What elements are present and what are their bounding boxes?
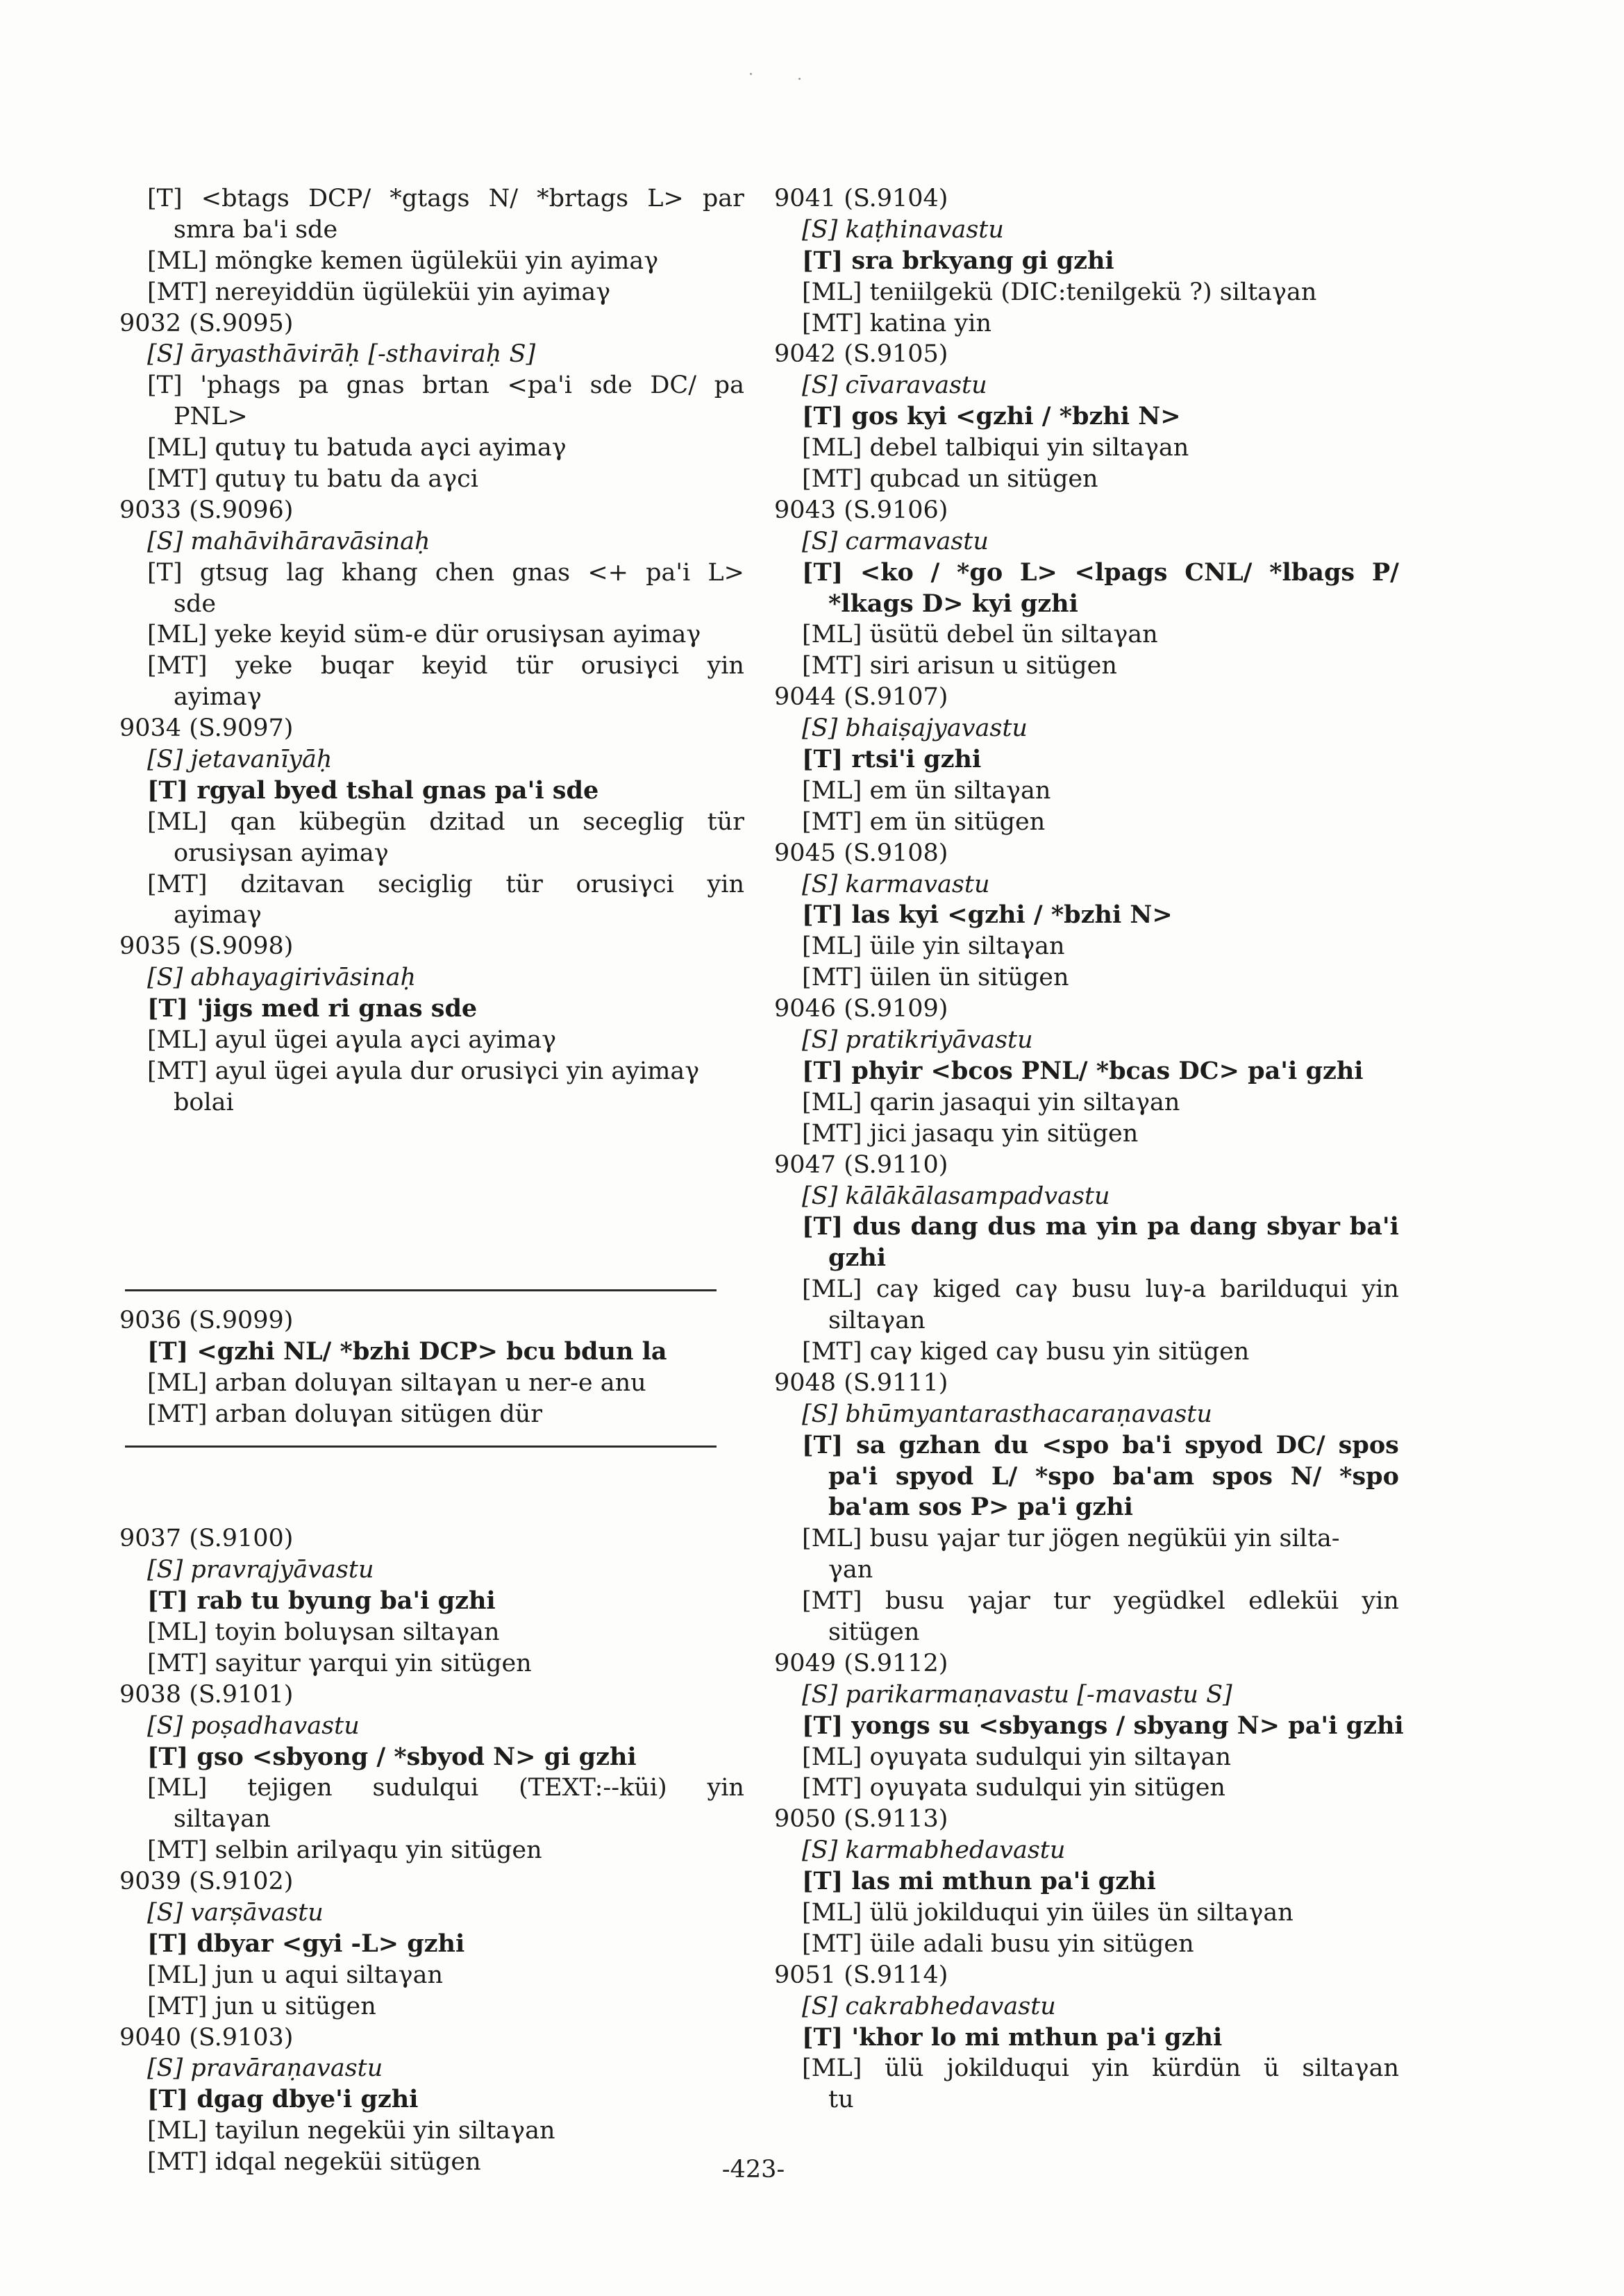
entry-number: 9037 (S.9100) (119, 1525, 294, 1553)
word: tür (505, 870, 543, 898)
mongolian-ml-term (119, 807, 744, 838)
mongolian-ml-term (119, 1773, 744, 1804)
entry-number: 9045 (S.9108) (774, 839, 948, 867)
entry-number: 9036 (S.9099) (119, 1307, 294, 1335)
word: [T] (147, 558, 183, 587)
word: ülü (885, 2054, 924, 2083)
tibetan-term: [T] gos kyi <gzhi / *bzhi N> (802, 402, 1181, 431)
mongolian-ml-term: [ML] tayilun negeküi yin siltaγan (147, 2117, 555, 2145)
tibetan-term: [T] las mi mthun pa'i gzhi (802, 1867, 1156, 1896)
entry-number: 9034 (S.9097) (119, 714, 294, 743)
sanskrit-term: [S] varṣāvastu (147, 1898, 324, 1927)
word: kiged (932, 1275, 1001, 1304)
sanskrit-term: [S] cīvaravastu (802, 371, 987, 400)
continuation-line: ba'am sos P> pa'i gzhi (828, 1493, 1133, 1522)
mongolian-mt-term (119, 651, 744, 682)
word: orusiγci (580, 652, 679, 680)
entry-number: 9046 (S.9109) (774, 995, 948, 1023)
word: sbyar (1266, 1212, 1340, 1241)
word: ü (1263, 2054, 1280, 2083)
word: seciglig (378, 870, 473, 898)
word: *brtags (537, 185, 629, 212)
word: tür (707, 807, 744, 836)
mongolian-ml-term: [ML] toyin boluγsan siltaγan (147, 1618, 500, 1646)
mongolian-ml-term: [ML] qarin jasaqui yin siltaγan (802, 1088, 1180, 1116)
mongolian-mt-term (119, 869, 744, 900)
tibetan-term: [T] yongs su <sbyangs / sbyang N> pa'i gzhi (802, 1711, 1404, 1740)
right-column (774, 183, 1404, 2115)
word: pa (298, 371, 329, 400)
word: brtan (422, 371, 489, 400)
continuation-line: siltaγan (174, 1805, 271, 1834)
tibetan-term: [T] <gzhi NL/ *bzhi DCP> bcu bdun la (147, 1336, 667, 1366)
blank-line (119, 1461, 744, 1493)
tibetan-term: [T] gso <sbyong / *sbyod N> gi gzhi (147, 1742, 637, 1771)
section-rule (125, 1289, 717, 1291)
word: barilduqui (1220, 1275, 1348, 1304)
tibetan-term: [T] sra brkyang gi gzhi (802, 246, 1114, 275)
mongolian-ml-term: [ML] qutuγ tu batuda aγci ayimaγ (147, 434, 567, 462)
page-number: -423- (721, 2156, 785, 2184)
word: [ML] (802, 1275, 862, 1304)
mongolian-mt-term (774, 1586, 1399, 1617)
word: spyod (1184, 1430, 1263, 1459)
continuation-line: γan (828, 1556, 873, 1584)
mongolian-mt-term: [MT] jici jasaqu yin sitügen (802, 1119, 1139, 1148)
tibetan-term: [T] rab tu byung ba'i gzhi (147, 1586, 496, 1616)
entry-number: 9038 (S.9101) (119, 1680, 294, 1709)
mongolian-ml-term: [ML] busu γajar tur jögen negüküi yin silta- (802, 1525, 1340, 1553)
continuation-line: sde (174, 589, 217, 618)
word: keyid (421, 652, 488, 680)
word: gnas (512, 558, 571, 587)
sanskrit-term: [S] bhaiṣajyavastu (802, 714, 1028, 743)
mongolian-ml-term: [ML] yeke keyid süm-e dür orusiγsan ayimaγ (147, 621, 701, 649)
word: yeke (235, 652, 293, 680)
word: sudulqui (372, 1774, 479, 1802)
tibetan-term: [T] 'jigs med ri gnas sde (147, 994, 478, 1023)
word: [T] (147, 371, 183, 400)
word: gzhan (898, 1430, 981, 1459)
word: [MT] (147, 870, 208, 898)
sanskrit-term: [S] karmabhedavastu (802, 1836, 1066, 1865)
continuation-line: *lkags D> kyi gzhi (828, 589, 1078, 618)
word: tejigen (247, 1774, 333, 1802)
sanskrit-term: [S] bhūmyantarasthacaraṇavastu (802, 1400, 1212, 1428)
word: yin (1096, 1212, 1138, 1241)
word: luγ-a (1145, 1275, 1207, 1304)
mongolian-ml-term: [ML] em ün siltaγan (802, 776, 1051, 805)
word: L> (1019, 558, 1057, 587)
entry-number: 9049 (S.9112) (774, 1649, 948, 1677)
word: seceglig (583, 807, 685, 836)
word: kürdün (1152, 2054, 1241, 2083)
word: yin (1362, 1587, 1399, 1616)
word: lag (286, 558, 324, 587)
mongolian-ml-term: [ML] möngke kemen ügüleküi yin ayimaγ (147, 246, 659, 275)
mongolian-ml-term: [ML] oγuγata sudulqui yin siltaγan (802, 1743, 1232, 1771)
mongolian-ml-term: [ML] üile yin siltaγan (802, 932, 1065, 961)
entry-number: 9044 (S.9107) (774, 683, 948, 712)
entry-number: 9050 (S.9113) (774, 1805, 948, 1834)
mongolian-ml-term: [ML] debel talbiqui yin siltaγan (802, 434, 1189, 462)
word: dzitavan (240, 870, 345, 898)
word: <spo (1041, 1430, 1110, 1459)
sanskrit-term: [S] āryasthāvirāḥ [-sthaviraḥ S] (147, 340, 536, 369)
word: siltaγan (1302, 2054, 1399, 2083)
entry-number: 9041 (S.9104) (774, 185, 948, 212)
mongolian-mt-term: [MT] jun u sitügen (147, 1992, 376, 2020)
mongolian-ml-term: [ML] teniilgekü (DIC:tenilgekü ?) siltaγan (802, 278, 1317, 306)
word: (TEXT:--küi) (519, 1774, 667, 1802)
mongolian-mt-term: [MT] em ün sitügen (802, 807, 1046, 836)
continuation-line: ayimaγ (174, 901, 262, 930)
blank-line (119, 1243, 744, 1274)
mongolian-mt-term: [MT] üilen ün sitügen (802, 964, 1069, 992)
tibetan-term: [T] 'khor lo mi mthun pa'i gzhi (802, 2022, 1223, 2052)
word: L/ (991, 1461, 1018, 1491)
word: DCP/ (308, 185, 371, 212)
mongolian-mt-term: [MT] ayul ügei aγula dur orusiγci yin ayimaγ (147, 1057, 700, 1085)
word: [T] (802, 558, 844, 587)
scan-speck (798, 78, 801, 80)
word: / (930, 558, 940, 587)
separator-row (119, 1430, 744, 1461)
sanskrit-term: [S] jetavanīyāḥ (147, 746, 333, 774)
word: [ML] (802, 2054, 862, 2083)
sanskrit-term: [S] cakrabhedavastu (802, 1992, 1056, 2020)
word: pa (1147, 1212, 1180, 1241)
word: <btags (201, 185, 290, 212)
word: ba'am (1112, 1461, 1195, 1491)
word: qan (230, 807, 276, 836)
tibetan-term (119, 370, 744, 401)
entry-number: 9042 (S.9105) (774, 340, 948, 369)
continuation-line: gzhi (828, 1243, 887, 1273)
word: busu (1071, 1275, 1132, 1304)
word: khang (342, 558, 418, 587)
mongolian-ml-term (774, 1274, 1399, 1305)
word: *gtags (390, 185, 470, 212)
word: gnas (346, 371, 405, 400)
word: <ko (860, 558, 914, 587)
word: [T] (802, 1430, 844, 1459)
sanskrit-term: [S] kaṭhinavastu (802, 215, 1004, 244)
word: gtsug (199, 558, 269, 587)
word: caγ (1015, 1275, 1058, 1304)
mongolian-mt-term: [MT] idqal negeküi sitügen (147, 2148, 481, 2177)
continuation-line: smra ba'i sde (174, 215, 338, 244)
mongolian-ml-term (774, 2053, 1399, 2084)
continuation-line: tu (828, 2086, 854, 2114)
word: spos (1212, 1461, 1273, 1491)
word: *spo (1035, 1461, 1095, 1491)
entry-number: 9035 (S.9098) (119, 932, 294, 961)
word: [T] (802, 1212, 844, 1241)
word: edleküi (1248, 1587, 1339, 1616)
tibetan-term: [T] dbyar <gyi -L> gzhi (147, 1929, 465, 1958)
word: pa'i (646, 558, 691, 587)
sanskrit-term: [S] poṣadhavastu (147, 1711, 360, 1740)
sanskrit-term: [S] abhayagirivāsinaḥ (147, 964, 416, 992)
word: pa'i (828, 1461, 878, 1491)
mongolian-mt-term: [MT] selbin arilγaqu yin sitügen (147, 1836, 542, 1865)
word: [ML] (147, 1774, 208, 1802)
tibetan-term: [T] rtsi'i gzhi (802, 745, 982, 774)
continuation-line: orusiγsan ayimaγ (174, 839, 389, 867)
section-rule (125, 1446, 717, 1448)
blank-line (119, 1212, 744, 1243)
word: yin (1362, 1275, 1399, 1304)
tibetan-term: [T] dgag dbye'i gzhi (147, 2085, 419, 2114)
word: busu (885, 1587, 945, 1616)
word: L> (708, 558, 744, 587)
word: dus (853, 1212, 901, 1241)
mongolian-mt-term: [MT] arban doluγan sitügen dür (147, 1400, 543, 1428)
word: <+ (587, 558, 628, 587)
word: buqar (320, 652, 394, 680)
word: [T] (147, 185, 183, 212)
mongolian-ml-term: [ML] ayul ügei aγula aγci ayimaγ (147, 1026, 557, 1055)
tibetan-term: [T] rgyal byed tshal gnas pa'i sde (147, 776, 599, 805)
word: ba'i (1122, 1430, 1172, 1459)
tibetan-term (774, 558, 1399, 589)
word: yin (707, 1774, 744, 1802)
word: yin (707, 652, 744, 680)
word: ba'i (1349, 1212, 1399, 1241)
sanskrit-term: [S] pravāraṇavastu (147, 2054, 383, 2083)
mongolian-mt-term: [MT] nereyiddün ügüleküi yin ayimaγ (147, 278, 611, 306)
word: tür (515, 652, 553, 680)
word: [MT] (147, 652, 208, 680)
entry-number: 9033 (S.9096) (119, 496, 294, 524)
sanskrit-term: [S] karmavastu (802, 870, 990, 898)
continuation-line: sitügen (828, 1618, 920, 1646)
word: <lpags (1074, 558, 1168, 587)
word: sa (856, 1430, 886, 1459)
tibetan-term: [T] las kyi <gzhi / *bzhi N> (802, 900, 1173, 930)
word: spyod (895, 1461, 974, 1491)
word: spos (1338, 1430, 1399, 1459)
tibetan-term: [T] phyir <bcos PNL/ *bcas DC> pa'i gzhi (802, 1056, 1364, 1085)
separator-row (119, 1274, 744, 1305)
entry-number: 9032 (S.9095) (119, 309, 294, 337)
word: tur (1053, 1587, 1091, 1616)
sanskrit-term: [S] mahāvihāravāsinaḥ (147, 527, 430, 555)
word: *go (957, 558, 1003, 587)
blank-line (119, 1181, 744, 1212)
scan-speck (750, 73, 752, 75)
word: un (528, 807, 560, 836)
word: chen (435, 558, 495, 587)
word: jokilduqui (946, 2054, 1069, 2083)
entry-number: 9047 (S.9110) (774, 1150, 948, 1179)
word: dus (987, 1212, 1037, 1241)
word: sde (589, 371, 633, 400)
mongolian-mt-term: [MT] katina yin (802, 309, 991, 337)
continuation-line: ayimaγ (174, 683, 262, 712)
sanskrit-term: [S] pravrajyāvastu (147, 1556, 374, 1584)
mongolian-mt-term: [MT] üile adali busu yin sitügen (802, 1929, 1194, 1958)
entry-number: 9051 (S.9114) (774, 1961, 948, 1989)
mongolian-mt-term: [MT] siri arisun u sitügen (802, 652, 1117, 680)
word: CNL/ (1184, 558, 1253, 587)
mongolian-mt-term: [MT] caγ kiged caγ busu yin sitügen (802, 1337, 1250, 1366)
word: N/ (488, 185, 518, 212)
tibetan-term (119, 183, 744, 215)
continuation-line: bolai (174, 1088, 234, 1116)
mongolian-mt-term: [MT] qutuγ tu batu da aγci (147, 465, 478, 494)
word: dang (1189, 1212, 1257, 1241)
word: DC/ (650, 371, 696, 400)
entry-number: 9043 (S.9106) (774, 496, 948, 524)
word: yin (1091, 2054, 1130, 2083)
word: pa (714, 371, 744, 400)
word: *lbags (1269, 558, 1355, 587)
word: kübegün (299, 807, 407, 836)
entry-number: 9039 (S.9102) (119, 1868, 294, 1896)
entry-number: 9040 (S.9103) (119, 2023, 294, 2052)
mongolian-ml-term: [ML] jun u aqui siltaγan (147, 1961, 443, 1989)
sanskrit-term: [S] kālākālasampadvastu (802, 1182, 1110, 1210)
word: du (994, 1430, 1029, 1459)
mongolian-ml-term: [ML] arban doluγan siltaγan u ner-e anu (147, 1368, 646, 1397)
word: dang (910, 1212, 978, 1241)
word: orusiγci (576, 870, 674, 898)
blank-line (119, 1118, 744, 1150)
tibetan-term (119, 558, 744, 589)
word: [MT] (802, 1587, 862, 1616)
mongolian-mt-term: [MT] qubcad un sitügen (802, 465, 1098, 494)
sanskrit-term: [S] pratikriyāvastu (802, 1026, 1033, 1055)
continuation-line: PNL> (174, 403, 248, 431)
word: [ML] (147, 807, 208, 836)
word: N/ (1290, 1461, 1322, 1491)
mongolian-mt-term: [MT] oγuγata sudulqui yin sitügen (802, 1774, 1225, 1802)
word: ma (1045, 1212, 1087, 1241)
word: <pa'i (507, 371, 572, 400)
mongolian-ml-term: [ML] ülü jokilduqui yin üiles ün siltaγan (802, 1898, 1294, 1927)
entry-number: 9048 (S.9111) (774, 1368, 948, 1397)
word: DC/ (1275, 1430, 1325, 1459)
word: dzitad (429, 807, 505, 836)
word: *spo (1339, 1461, 1399, 1491)
word: P/ (1371, 558, 1399, 587)
continuation-line: siltaγan (828, 1307, 926, 1335)
blank-line (119, 1492, 744, 1523)
sanskrit-term: [S] carmavastu (802, 527, 989, 555)
tibetan-term (774, 1212, 1399, 1243)
blank-line (119, 1150, 744, 1181)
tibetan-term (774, 1430, 1399, 1461)
word: L> (647, 185, 684, 212)
word: γajar (967, 1587, 1030, 1616)
word: yin (707, 870, 744, 898)
word: caγ (876, 1275, 919, 1304)
continuation-line (774, 1461, 1399, 1493)
sanskrit-term: [S] parikarmaṇavastu [-mavastu S] (802, 1680, 1232, 1709)
mongolian-mt-term: [MT] sayitur γarqui yin sitügen (147, 1649, 532, 1677)
left-column (119, 183, 744, 2178)
word: yegüdkel (1113, 1587, 1225, 1616)
word: par (702, 185, 744, 212)
mongolian-ml-term: [ML] üsütü debel ün siltaγan (802, 621, 1158, 649)
word: 'phags (200, 371, 281, 400)
